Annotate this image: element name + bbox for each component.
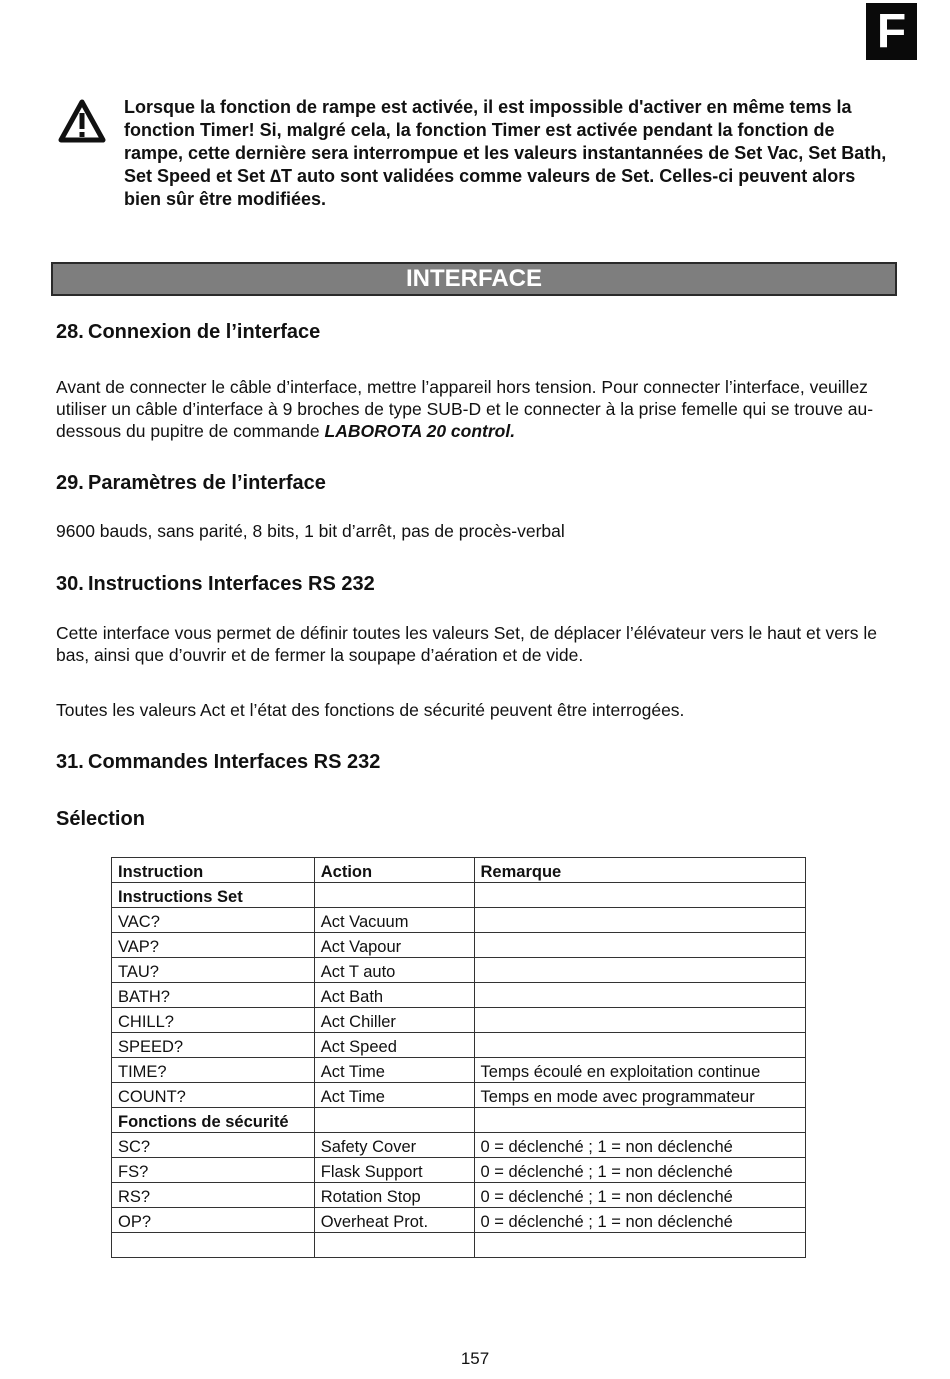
- heading-30: [56, 572, 375, 596]
- table-header-cell: Remarque: [474, 858, 805, 883]
- selection-heading: Sélection: [56, 808, 145, 830]
- table-cell: Act Time: [314, 1083, 474, 1108]
- table-cell: FS?: [112, 1158, 315, 1183]
- paragraph-text: Avant de connecter le câble d’interface, mettre l’appareil hors tension. Pour connecter l’interface, veuillez utiliser un câble d’interface à 9 broches de type SUB-D et le connecter à la prise femelle qui se trouve au-dessous du pupitre de commande: [56, 377, 874, 441]
- table-cell: [314, 1108, 474, 1133]
- table-row: [112, 1158, 806, 1183]
- table-cell: Overheat Prot.: [314, 1208, 474, 1233]
- table-cell: 0 = déclenché ; 1 = non déclenché: [474, 1158, 805, 1183]
- table-cell: Act Bath: [314, 983, 474, 1008]
- table-cell: BATH?: [112, 983, 315, 1008]
- paragraph-28: [56, 376, 901, 442]
- table-header-row: [112, 858, 806, 883]
- table-row: [112, 1058, 806, 1083]
- table-row: [112, 883, 806, 908]
- table-row: [112, 1033, 806, 1058]
- table-cell: Act Speed: [314, 1033, 474, 1058]
- heading-title: Instructions Interfaces RS 232: [88, 573, 375, 595]
- table-cell: Act Vapour: [314, 933, 474, 958]
- table-cell: [474, 1233, 805, 1258]
- table-cell: 0 = déclenché ; 1 = non déclenché: [474, 1133, 805, 1158]
- heading-29: [56, 471, 326, 495]
- table-row: [112, 983, 806, 1008]
- table-cell: [112, 1233, 315, 1258]
- table-cell: Act Vacuum: [314, 908, 474, 933]
- section-title-bar: INTERFACE: [51, 262, 897, 296]
- language-badge: F: [866, 3, 917, 60]
- table-cell: Rotation Stop: [314, 1183, 474, 1208]
- table-cell: 0 = déclenché ; 1 = non déclenché: [474, 1208, 805, 1233]
- table-header-cell: Instruction: [112, 858, 315, 883]
- table-header-cell: Action: [314, 858, 474, 883]
- paragraph-30a: Cette interface vous permet de définir toutes les valeurs Set, de déplacer l’élévateur vers le haut et vers le bas, ainsi que d’ouvrir et de fermer la soupape d’aération et de vide.: [56, 623, 877, 665]
- table-cell: Temps en mode avec programmateur: [474, 1083, 805, 1108]
- table-row: [112, 1008, 806, 1033]
- heading-number: 30.: [56, 573, 84, 595]
- table-cell: Act Time: [314, 1058, 474, 1083]
- table-cell: VAC?: [112, 908, 315, 933]
- heading-number: 28.: [56, 321, 84, 343]
- table-row: [112, 1108, 806, 1133]
- table-row: [112, 1183, 806, 1208]
- table-cell: [314, 1233, 474, 1258]
- table-cell: Fonctions de sécurité: [112, 1108, 315, 1133]
- table-row: [112, 958, 806, 983]
- table-cell: [474, 958, 805, 983]
- table-row: [112, 1233, 806, 1258]
- table-cell: Instructions Set: [112, 883, 315, 908]
- table-cell: [474, 1033, 805, 1058]
- table-cell: TIME?: [112, 1058, 315, 1083]
- table-cell: SC?: [112, 1133, 315, 1158]
- warning-text: Lorsque la fonction de rampe est activée, il est impossible d'activer en même tems la fonction Timer! Si, malgré cela, la fonction Timer est activée pendant la fonction de rampe, cette dernière sera interrompue et les valeurs instantannées de Set Vac, Set Bath, Set Speed et Set ∆T auto sont validées comme valeurs de Set. Celles-ci peuvent alors bien sûr être modifiées.: [124, 97, 887, 209]
- table-cell: CHILL?: [112, 1008, 315, 1033]
- table-cell: OP?: [112, 1208, 315, 1233]
- table-cell: Safety Cover: [314, 1133, 474, 1158]
- table-cell: COUNT?: [112, 1083, 315, 1108]
- heading-31: [56, 750, 380, 774]
- table-cell: RS?: [112, 1183, 315, 1208]
- table-cell: Temps écoulé en exploitation continue: [474, 1058, 805, 1083]
- table-cell: TAU?: [112, 958, 315, 983]
- paragraph-30b: Toutes les valeurs Act et l’état des fonctions de sécurité peuvent être interrogées.: [56, 700, 685, 720]
- table-row: [112, 1133, 806, 1158]
- table-cell: [314, 883, 474, 908]
- table-cell: [474, 1108, 805, 1133]
- table-cell: 0 = déclenché ; 1 = non déclenché: [474, 1183, 805, 1208]
- table-cell: VAP?: [112, 933, 315, 958]
- table-cell: [474, 933, 805, 958]
- table-row: [112, 908, 806, 933]
- table-cell: Flask Support: [314, 1158, 474, 1183]
- heading-title: Paramètres de l’interface: [88, 472, 326, 494]
- product-name: LABOROTA 20 control.: [324, 421, 516, 441]
- table-cell: Act Chiller: [314, 1008, 474, 1033]
- heading-title: Connexion de l’interface: [88, 321, 321, 343]
- table-cell: [474, 883, 805, 908]
- heading-number: 31.: [56, 751, 84, 773]
- table-row: [112, 1083, 806, 1108]
- table-row: [112, 933, 806, 958]
- heading-title: Commandes Interfaces RS 232: [88, 751, 381, 773]
- table-cell: SPEED?: [112, 1033, 315, 1058]
- paragraph-29: 9600 bauds, sans parité, 8 bits, 1 bit d’arrêt, pas de procès-verbal: [56, 521, 565, 541]
- heading-28: [56, 320, 320, 344]
- table-cell: [474, 983, 805, 1008]
- table-cell: [474, 908, 805, 933]
- warning-triangle-icon: [58, 99, 106, 143]
- commands-table: [111, 857, 806, 1258]
- table-cell: Act T auto: [314, 958, 474, 983]
- table-row: [112, 1208, 806, 1233]
- table-cell: [474, 1008, 805, 1033]
- heading-number: 29.: [56, 472, 84, 494]
- page-number: 157: [460, 1349, 490, 1368]
